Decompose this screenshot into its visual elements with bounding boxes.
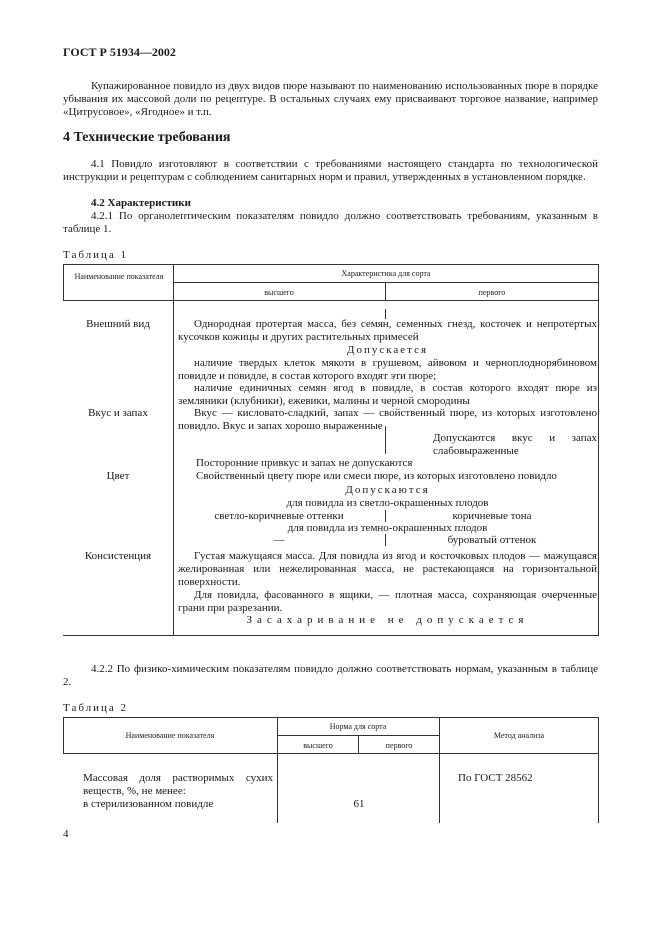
color-light-fruits: для повидла из светло-окрашенных плодов: [286, 497, 489, 509]
table2-col-first: первого: [385, 741, 413, 750]
table2-subcol-divider: [358, 735, 359, 754]
table2-col-norm: Норма для сорта: [329, 722, 387, 731]
table1-div-d: [385, 534, 386, 546]
paragraph-4-1-text: 4.1 Повидло изготовляют в соответствии с требованиями настоящего стандарта по технологической инструкции и рецептурам с соблюдением санитарных норм и правил, утвержденных в установленном порядке.: [63, 158, 598, 183]
consistency-text1: Густая мажущаяся масса. Для повидла из ягод и косточковых плодов — мажущаяся желированная или нежелированная масса, не растекающаяся на горизонтальной поверхности.: [178, 550, 597, 588]
table1-border-left: [63, 264, 64, 301]
color-light-high: светло-коричневые оттенки: [214, 510, 344, 522]
appearance-allowed: Допускается: [346, 344, 429, 356]
appearance-text3: наличие единичных семян ягод в повидле, в состав которого входят пюре из земляники (клубники), ежевики, малины и черной смородины: [178, 382, 597, 407]
paragraph-4-2-2: [63, 663, 598, 689]
intro-text: Купажированное повидло из двух видов пюре называют по наименованию использованных пюре в порядке убывания их массовой доли по рецептуре. В остальных случаях ему присваивают торговое название, например «Цитрусовое», «Ягодное» и т.п.: [63, 80, 598, 118]
taste-text2: Посторонние привкус и запах не допускаются: [196, 457, 413, 469]
table2-border-left: [63, 717, 64, 754]
table1-div-c: [385, 510, 386, 522]
taste-first-only: Допускаются вкус и запах слабовыраженные: [433, 432, 597, 457]
color-text1: Свойственный цвету пюре или смеси пюре, из которых изготовлено повидло: [196, 470, 557, 482]
table1: [63, 264, 599, 636]
table2-caption: Таблица 2: [63, 702, 129, 714]
intro-paragraph: [63, 80, 598, 119]
table1-border-right: [598, 264, 599, 636]
table2-col-name: Наименование показателя: [125, 731, 215, 740]
color-dark-high: —: [273, 534, 285, 546]
paragraph-4-2-1-text: 4.2.1 По органолептическим показателям повидло должно соответствовать требованиям, указанным в таблице 1.: [63, 210, 598, 235]
paragraph-4-2-2-text: 4.2.2 По физико-химическим показателям повидло должно соответствовать нормам, указанным в таблице 2.: [63, 663, 598, 688]
subsection-title: 4.2 Характеристики: [91, 197, 191, 209]
table1-col-name: Наименование показателя: [74, 272, 164, 281]
table1-border-bottom: [63, 635, 599, 636]
consistency-text2: Для повидла, фасованного в ящики, — плотная масса, сохраняющая очерченные грани при разрезании.: [178, 589, 597, 614]
row-name-consistency: Консистенция: [84, 550, 152, 562]
table2-row1-name: Массовая доля растворимых сухих веществ, %, не менее:: [83, 772, 273, 797]
document-header: ГОСТ Р 51934—2002: [63, 45, 176, 59]
table2-col-method: Метод анализа: [493, 731, 545, 740]
consistency-sugaring: Засахаривание не допускается: [246, 614, 529, 626]
color-dark-first: буроватый оттенок: [447, 534, 537, 546]
color-light-first: коричневые тона: [452, 510, 532, 522]
table2-col-high: высшего: [303, 741, 333, 750]
table1-border-top: [63, 264, 599, 265]
section-title: 4 Технические требования: [63, 130, 231, 145]
taste-text1: Вкус — кисловато-сладкий, запах — свойственный пюре, из которых изготовлено повидло. Вкус и запах хорошо выраженные: [178, 407, 597, 432]
paragraph-4-2-1: [63, 210, 598, 236]
table1-col-divider: [173, 264, 174, 636]
table1-col-high: высшего: [264, 288, 294, 297]
color-allowed: Допускаются: [345, 484, 430, 496]
table1-col-first: первого: [478, 288, 506, 297]
table1-header-mid: [173, 282, 599, 283]
row-name-color: Цвет: [106, 470, 130, 482]
paragraph-4-1: [63, 158, 598, 184]
table2-header-bottom: [63, 753, 599, 754]
appearance-text1: Однородная протертая масса, без семян, семенных гнезд, косточек и непротертых кусочков кожицы и других растительных примесей: [178, 318, 597, 343]
table2-col-divider-2: [439, 717, 440, 823]
table1-col-char: Характеристика для сорта: [341, 269, 431, 278]
table2-row1-sub: в стерилизованном повидле: [83, 798, 214, 810]
table1-header-bottom: [63, 300, 599, 301]
table2-col-divider-1: [277, 717, 278, 823]
table1-subcol-divider: [385, 282, 386, 301]
table1-caption: Таблица 1: [63, 249, 129, 261]
table2-row1-value: 61: [353, 798, 365, 810]
page-number: 4: [63, 828, 69, 840]
table2-border-top: [63, 717, 599, 718]
appearance-text2: наличие твердых клеток мякоти в грушевом, айвовом и черноплоднорябиновом повидле и повидле, в состав которого входят эти пюре;: [178, 357, 597, 382]
table2-border-right: [598, 717, 599, 823]
row-name-taste: Вкус и запах: [88, 407, 148, 419]
table2: [63, 717, 599, 823]
row-name-appearance: Внешний вид: [86, 318, 150, 330]
table2-row1-method: По ГОСТ 28562: [458, 772, 533, 784]
color-dark-fruits: для повидла из темно-окрашенных плодов: [287, 522, 488, 534]
